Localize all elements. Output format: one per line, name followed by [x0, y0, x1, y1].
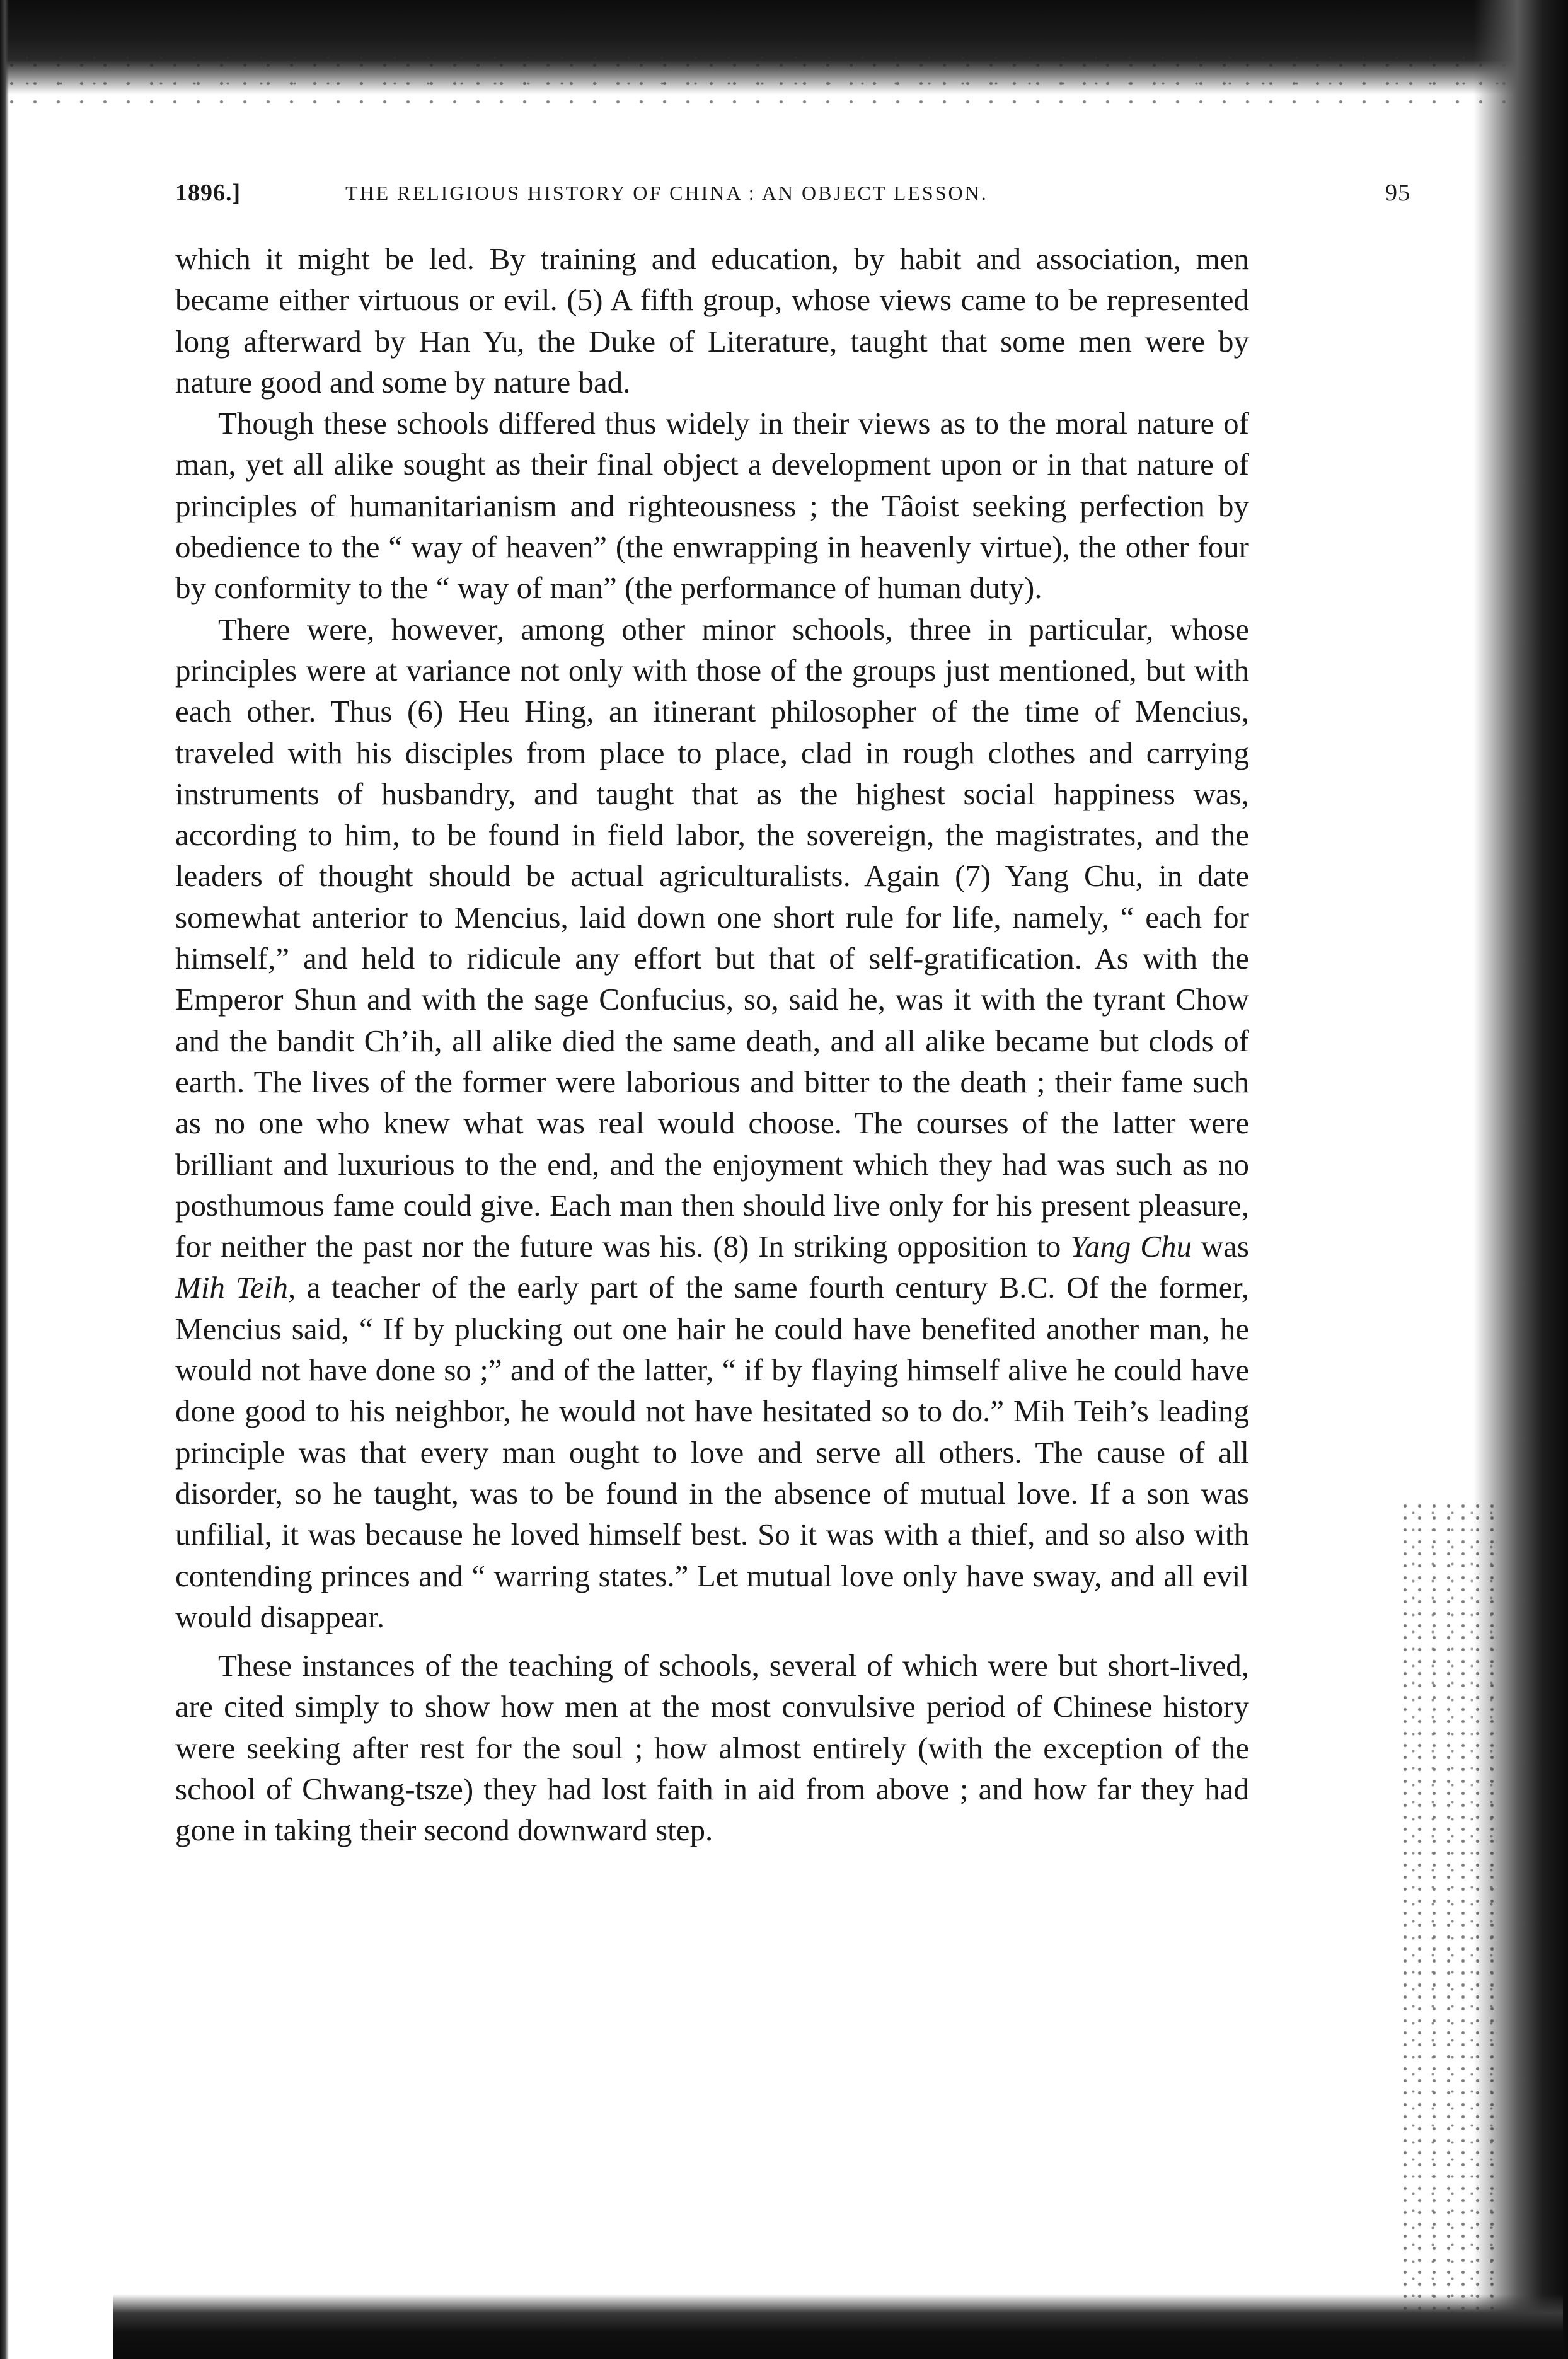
paragraph-continued: which it might be led. By training and education, by habit and association, men became either virtuous or evil. (5) A fifth group, whose views came to be represented long afterward by Han Yu, the Duke of Literature, taught that some men were by nature good and some by nature bad. — [175, 241, 1249, 400]
scan-right-speckle — [1398, 1500, 1499, 2319]
paragraph-conclusion: These instances of the teaching of schools, several of which were but short-lived, are cited simply to show how men at the most convulsive period of Chinese history were seeking after rest for the soul ; how almost entirely (with the exception of the school of Chwang-tsze) they had lost faith in aid from above ; and how far they had gone in taking their second downward step. — [175, 1648, 1249, 1848]
running-head — [175, 174, 1410, 212]
running-head-year: 1896.] — [175, 180, 241, 206]
paragraph-minor-schools — [175, 609, 1249, 1637]
body-text — [175, 238, 1249, 1851]
paragraph-minor-schools-part-b: was — [1191, 1229, 1249, 1264]
paragraph-minor-schools-part-c: , a teacher of the early part of the same fourth century B.C. Of the former, Mencius said, “ If by plucking out one hair he could have benefited another man, he would not have done so ;” and of the latter, “ if by flaying himself alive he could have done good to his neighbor, he would not have hesitated so to do.” Mih Teih’s leading principle was that every man ought to love and serve all others. The cause of all disorder, so he taught, was to be found in the absence of mutual love. If a son was unfilial, it was because he loved himself best. So it was with a thief, and so also with contending princes and “ warring states.” Let mutual love only have sway, and all evil would disappear. — [175, 1270, 1250, 1634]
paragraph-minor-schools-part-a: There were, however, among other minor schools, three in particular, whose principles were at variance not only with those of the groups just mentioned, but with each other. Thus (6) Heu Hing, an itinerant philosopher of the time of Mencius, traveled with his disciples from place to place, clad in rough clothes and carrying instruments of husbandry, and taught that as the highest social happiness was, according to him, to be found in field labor, the sovereign, the magistrates, and the leaders of thought should be actual agriculturalists. Again (7) Yang Chu, in date somewhat anterior to Mencius, laid down one short rule for life, namely, “ each for himself,” and held to ridicule any effort but that of self-gratification. As with the Emperor Shun and with the sage Confucius, so, said he, was it with the tyrant Chow and the bandit Ch’ih, all alike died the same death, and all alike became but clods of earth. The lives of the former were laborious and bitter to the death ; their fame such as no one who knew what was real would choose. The courses of the latter were brilliant and luxurious to the end, and the enjoyment which they had was such as no posthumous fame could give. Each man then should live only for his present pleasure, for neither the past nor the future was his. (8) In striking opposition to — [175, 611, 1249, 1264]
scan-top-speckle — [0, 38, 1568, 107]
scan-left-edge — [0, 0, 9, 2359]
italic-yang-chu: Yang Chu — [1070, 1229, 1192, 1264]
running-head-title: THE RELIGIOUS HISTORY OF CHINA : AN OBJECT LESSON. — [345, 182, 988, 204]
page-number: 95 — [1385, 180, 1410, 206]
scan-bottom-border — [113, 2294, 1563, 2359]
paragraph-moral-nature: Though these schools differed thus widely in their views as to the moral nature of man, yet all alike sought as their final object a development upon or in that nature of principles of humanitarianism and righteousness ; the Tâoist seeking perfection by obedience to the “ way of heaven” (the enwrapping in heavenly virtue), the other four by conformity to the “ way of man” (the performance of human duty). — [175, 406, 1249, 606]
italic-mih-teih: Mih Teih — [175, 1270, 288, 1305]
